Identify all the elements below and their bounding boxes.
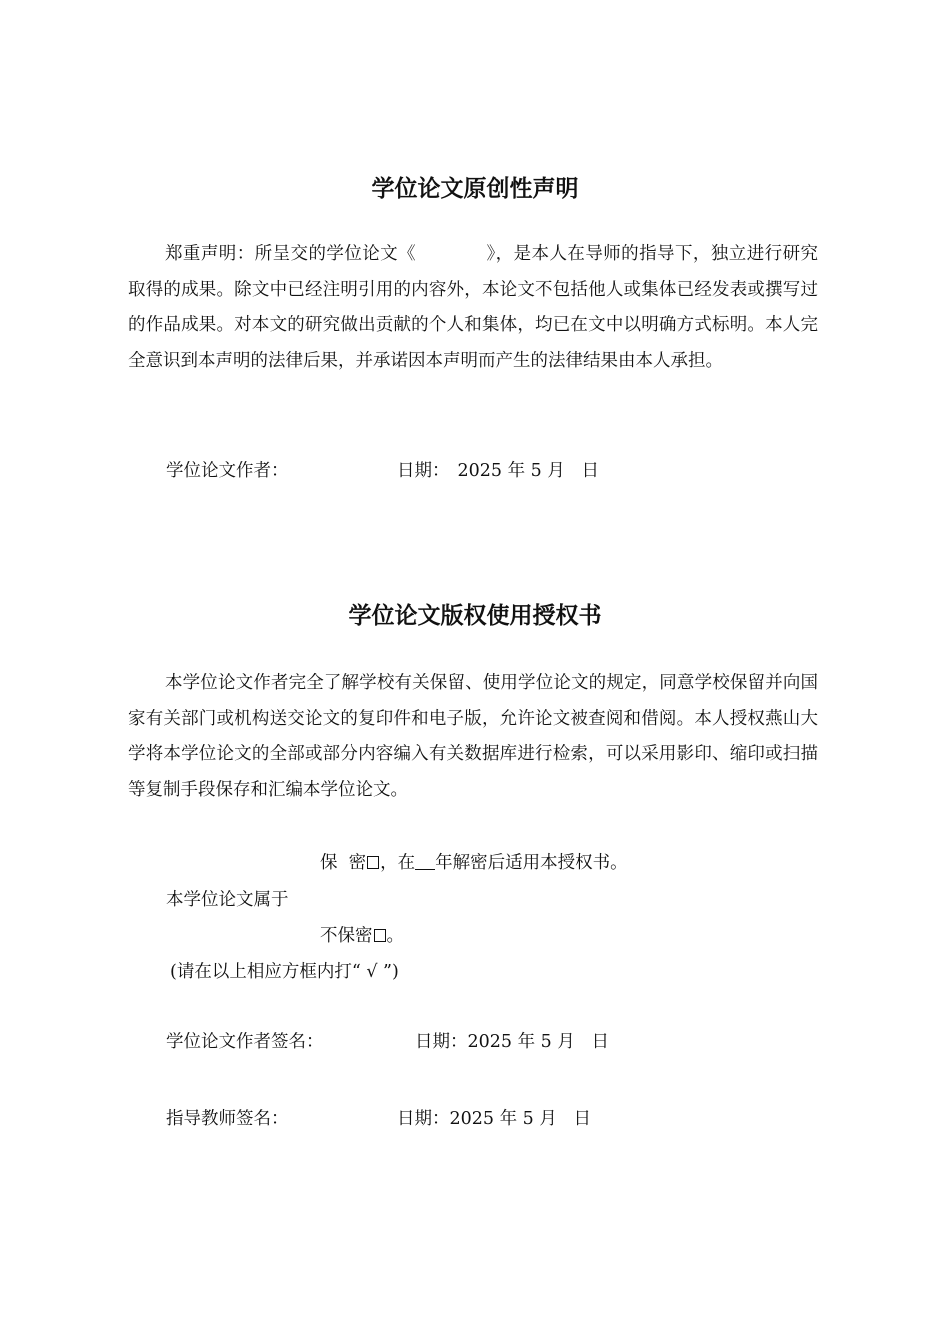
secret-checkbox[interactable]: [367, 856, 379, 869]
author-date-label: 日期：: [415, 1032, 468, 1052]
advisor-sign-date: [397, 1105, 591, 1130]
secret-label: 保 密: [320, 853, 367, 873]
authorization-paragraph: 本学位论文作者完全了解学校有关保留、使用学位论文的规定，同意学校保留并向国家有关部门或机构送交论文的复印件和电子版，允许论文被查阅和借阅。本人授权燕山大学将本学位论文的全部或部分内容编入有关数据库进行检索，可以采用影印、缩印或扫描等复制手段保存和汇编本学位论文。: [128, 673, 818, 800]
decrypt-years-blank[interactable]: [415, 853, 435, 870]
nonsecret-checkbox[interactable]: [374, 929, 386, 942]
advisor-date-value: 2025 年 5 月 日: [449, 1109, 592, 1129]
advisor-date-label: 日期：: [397, 1109, 450, 1129]
advisor-sign-label: 指导教师签名：: [166, 1109, 289, 1129]
declaration-author-label: 学位论文作者：: [166, 461, 289, 481]
authorization-title: 学位论文版权使用授权书: [348, 603, 602, 629]
belongs-label: 本学位论文属于: [166, 890, 289, 910]
declaration-date: [397, 457, 599, 482]
secret-suffix-2: 年解密后适用本授权书。: [435, 853, 628, 873]
nonsecret-option-line: [320, 922, 404, 947]
author-sign-label: 学位论文作者签名：: [166, 1032, 324, 1052]
advisor-signature-field[interactable]: [295, 1105, 390, 1127]
declaration-author-signature-field[interactable]: [290, 457, 390, 479]
declaration-prefix: 郑重声明：所呈交的学位论文《: [165, 244, 417, 264]
nonsecret-label: 不保密: [320, 926, 373, 946]
declaration-rest: 》，是本人在导师的指导下，独立进行研究取得的成果。除文中已经注明引用的内容外，本论文不包括他人或集体已经发表或撰写过的作品成果。对本文的研究做出贡献的个人和集体，均已在文中以明确方式标明。本人完全意识到本声明的法律后果，并承诺因本声明而产生的法律结果由本人承担。: [128, 244, 819, 371]
declaration-title: 学位论文原创性声明: [371, 176, 579, 202]
secret-option-line: [320, 849, 628, 874]
author-signature-field[interactable]: [330, 1028, 410, 1050]
author-sign-date: [415, 1028, 609, 1053]
declaration-date-label: 日期：: [397, 461, 450, 481]
nonsecret-suffix: 。: [386, 926, 404, 946]
checkbox-instruction: (请在以上相应方框内打“ √ ”): [170, 962, 399, 982]
secret-suffix-1: ，在: [380, 853, 416, 873]
declaration-date-value: 2025 年 5 月 日: [457, 461, 600, 481]
declaration-paragraph: [128, 237, 818, 379]
author-date-value: 2025 年 5 月 日: [467, 1032, 610, 1052]
